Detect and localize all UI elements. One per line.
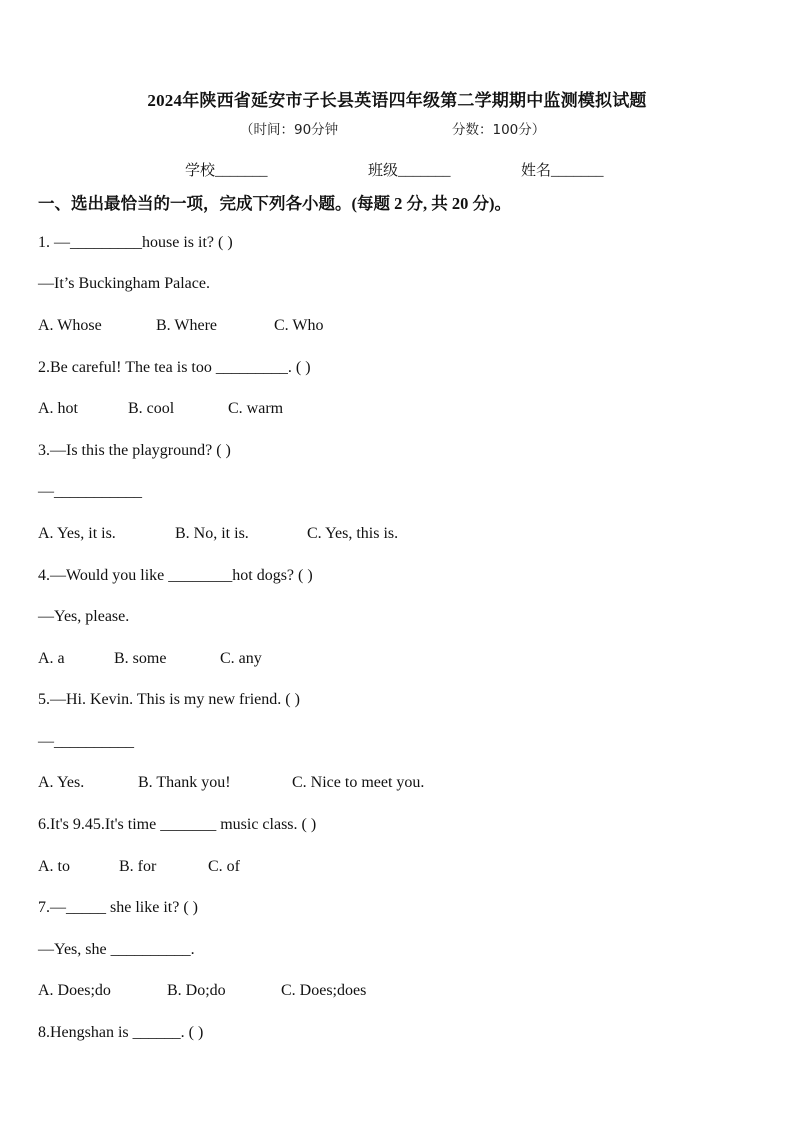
page-title: 2024年陕西省延安市子长县英语四年级第二学期期中监测模拟试题 [147, 91, 647, 110]
score-info: 分数：100分） [452, 122, 546, 138]
option-a: A. a [38, 650, 65, 667]
school-field: 学校_______ [185, 163, 268, 179]
option-a: A. Does;do [38, 982, 111, 999]
option-b: B. some [114, 650, 167, 667]
question-1-stem: 1. —_________house is it? ( ) [38, 234, 233, 251]
question-3-options [38, 524, 398, 544]
option-b: B. No, it is. [175, 525, 249, 542]
option-a: A. to [38, 858, 70, 875]
question-4-answer: —Yes, please. [38, 608, 130, 625]
option-c: C. Yes, this is. [307, 525, 399, 542]
question-4-stem: 4.—Would you like ________hot dogs? ( ) [38, 567, 313, 584]
question-8-stem: 8.Hengshan is ______. ( ) [38, 1024, 204, 1041]
question-3-stem: 3.—Is this the playground? ( ) [38, 442, 231, 459]
question-7-answer: —Yes, she __________. [38, 941, 195, 958]
question-6-stem: 6.It's 9.45.It's time _______ music class. ( ) [38, 816, 317, 833]
option-b: B. Do;do [167, 982, 226, 999]
option-b: B. for [119, 858, 157, 875]
option-c: C. any [220, 650, 262, 667]
question-5-options [38, 773, 424, 793]
class-field: 班级_______ [368, 163, 451, 179]
section-heading: 一、选出最恰当的一项，完成下列各小题。(每题 2 分, 共 20 分)。 [38, 194, 511, 213]
option-c: C. Who [274, 317, 324, 334]
name-field: 姓名_______ [521, 163, 604, 179]
question-3-answer: —___________ [38, 483, 142, 500]
option-c: C. Nice to meet you. [292, 774, 425, 791]
question-1-answer: —It’s Buckingham Palace. [38, 275, 210, 292]
option-b: B. Where [156, 317, 218, 334]
question-7-options [38, 981, 366, 1001]
question-7-stem: 7.—_____ she like it? ( ) [38, 899, 198, 916]
option-a: A. Yes. [38, 774, 85, 791]
question-6-options [38, 857, 240, 877]
option-c: C. of [208, 858, 240, 875]
option-a: A. Yes, it is. [38, 525, 116, 542]
option-c: C. Does;does [281, 982, 367, 999]
question-5-answer: —__________ [38, 733, 134, 750]
time-info: （时间：90分钟 [240, 122, 339, 138]
option-b: B. cool [128, 400, 175, 417]
question-4-options [38, 649, 262, 669]
option-a: A. hot [38, 400, 78, 417]
question-2-options [38, 399, 283, 419]
option-b: B. Thank you! [138, 774, 231, 791]
question-1-options [38, 316, 323, 336]
option-a: A. Whose [38, 317, 102, 334]
question-2-stem: 2.Be careful! The tea is too _________. ( ) [38, 359, 311, 376]
question-5-stem: 5.—Hi. Kevin. This is my new friend. ( ) [38, 691, 300, 708]
option-c: C. warm [228, 400, 284, 417]
